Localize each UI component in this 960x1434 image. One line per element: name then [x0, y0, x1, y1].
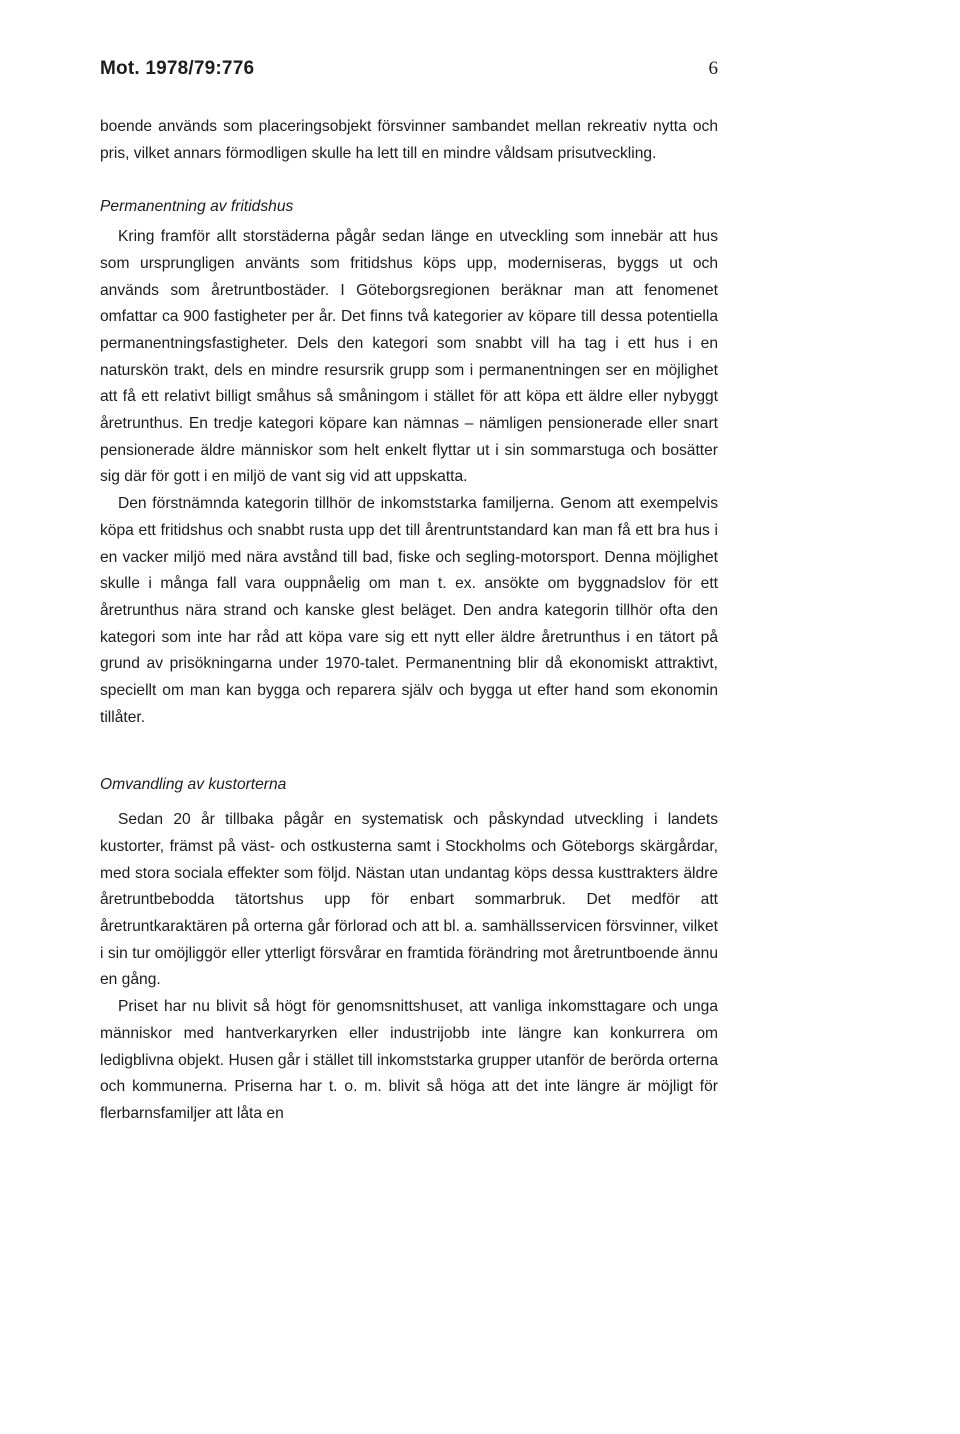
paragraph: Kring framför allt storstäderna pågår sedan länge en utveckling som innebär att hus som ursprungligen använts som fritidshus köps upp, moderniseras, byggs ut och används som åretruntbostäder. I Göteborgsregionen beräknar man att fenomenet omfattar ca 900 fastigheter per år. Det finns två kategorier av köpare till dessa potentiella permanentningsfastigheter. Dels den kategori som snabbt vill ha tag i ett hus i en naturskön trakt, dels en mindre resursrik grupp som i permanentningen ser en möjlighet att få ett relativt billigt småhus så småningom i stället för att köpa ett äldre eller nybyggt åretrunthus. En tredje kategori köpare kan nämnas – nämligen pensionerade eller snart pensionerade äldre människor som helt enkelt flyttar ut i sin sommarstuga och bosätter sig där för gott i en miljö de vant sig vid att uppskatta. — [100, 228, 718, 486]
page-header — [100, 58, 718, 88]
motion-reference: Mot. 1978/79:776 — [100, 58, 255, 79]
section-body-permanentning — [100, 224, 718, 731]
section-body-omvandling — [100, 807, 718, 1127]
document-page — [100, 58, 718, 1128]
paragraph: boende används som placeringsobjekt försvinner sambandet mellan rekreativ nytta och pris, vilket annars förmodligen skulle ha lett till en mindre våldsam prisutveckling. — [100, 118, 718, 162]
section-heading-permanentning: Permanentning av fritidshus — [100, 198, 294, 216]
paragraph: Den förstnämnda kategorin tillhör de inkomststarka familjerna. Genom att exempelvis köpa ett fritidshus och snabbt rusta upp det till årentruntstandard kan man få ett bra hus i en vacker miljö med nära avstånd till bad, fiske och segling-motorsport. Denna möjlighet skulle i många fall vara ouppnåelig om man t. ex. ansökte om byggnadslov för ett åretrunthus nära strand och kanske glest beläget. Den andra kategorin tillhör ofta den kategori som inte har råd att köpa vare sig ett nytt eller äldre åretrunthus i en tätort på grund av prisökningarna under 1970-talet. Permanentning blir då ekonomiskt attraktivt, speciellt om man kan bygga och reparera själv och bygga ut efter hand som ekonomin tillåter. — [100, 495, 718, 726]
section-heading-omvandling: Omvandling av kustorterna — [100, 776, 287, 794]
intro-paragraph — [100, 114, 718, 167]
paragraph: Priset har nu blivit så högt för genomsnittshuset, att vanliga inkomsttagare och unga människor med hantverkaryrken eller industrijobb inte längre kan konkurrera om ledigblivna objekt. Husen går i stället till inkomststarka grupper utanför de berörda orterna och kommunerna. Priserna har t. o. m. blivit så höga att det inte längre är möjligt för flerbarnsfamiljer att låta en — [100, 998, 718, 1122]
paragraph: Sedan 20 år tillbaka pågår en systematisk och påskyndad utveckling i landets kustorter, främst på väst- och ostkusterna samt i Stockholms och Göteborgs skärgårdar, med stora sociala effekter som följd. Nästan utan undantag köps dessa kusttrakters äldre åretruntbebodda tätortshus upp för enbart sommarbruk. Det medför att åretruntkaraktären på orterna går förlorad och att bl. a. samhällsservicen försvinner, vilket i sin tur omöjliggör eller ytterligt försvårar en framtida förändring mot åretruntboende ännu en gång. — [100, 811, 718, 989]
page-number: 6 — [708, 58, 718, 79]
